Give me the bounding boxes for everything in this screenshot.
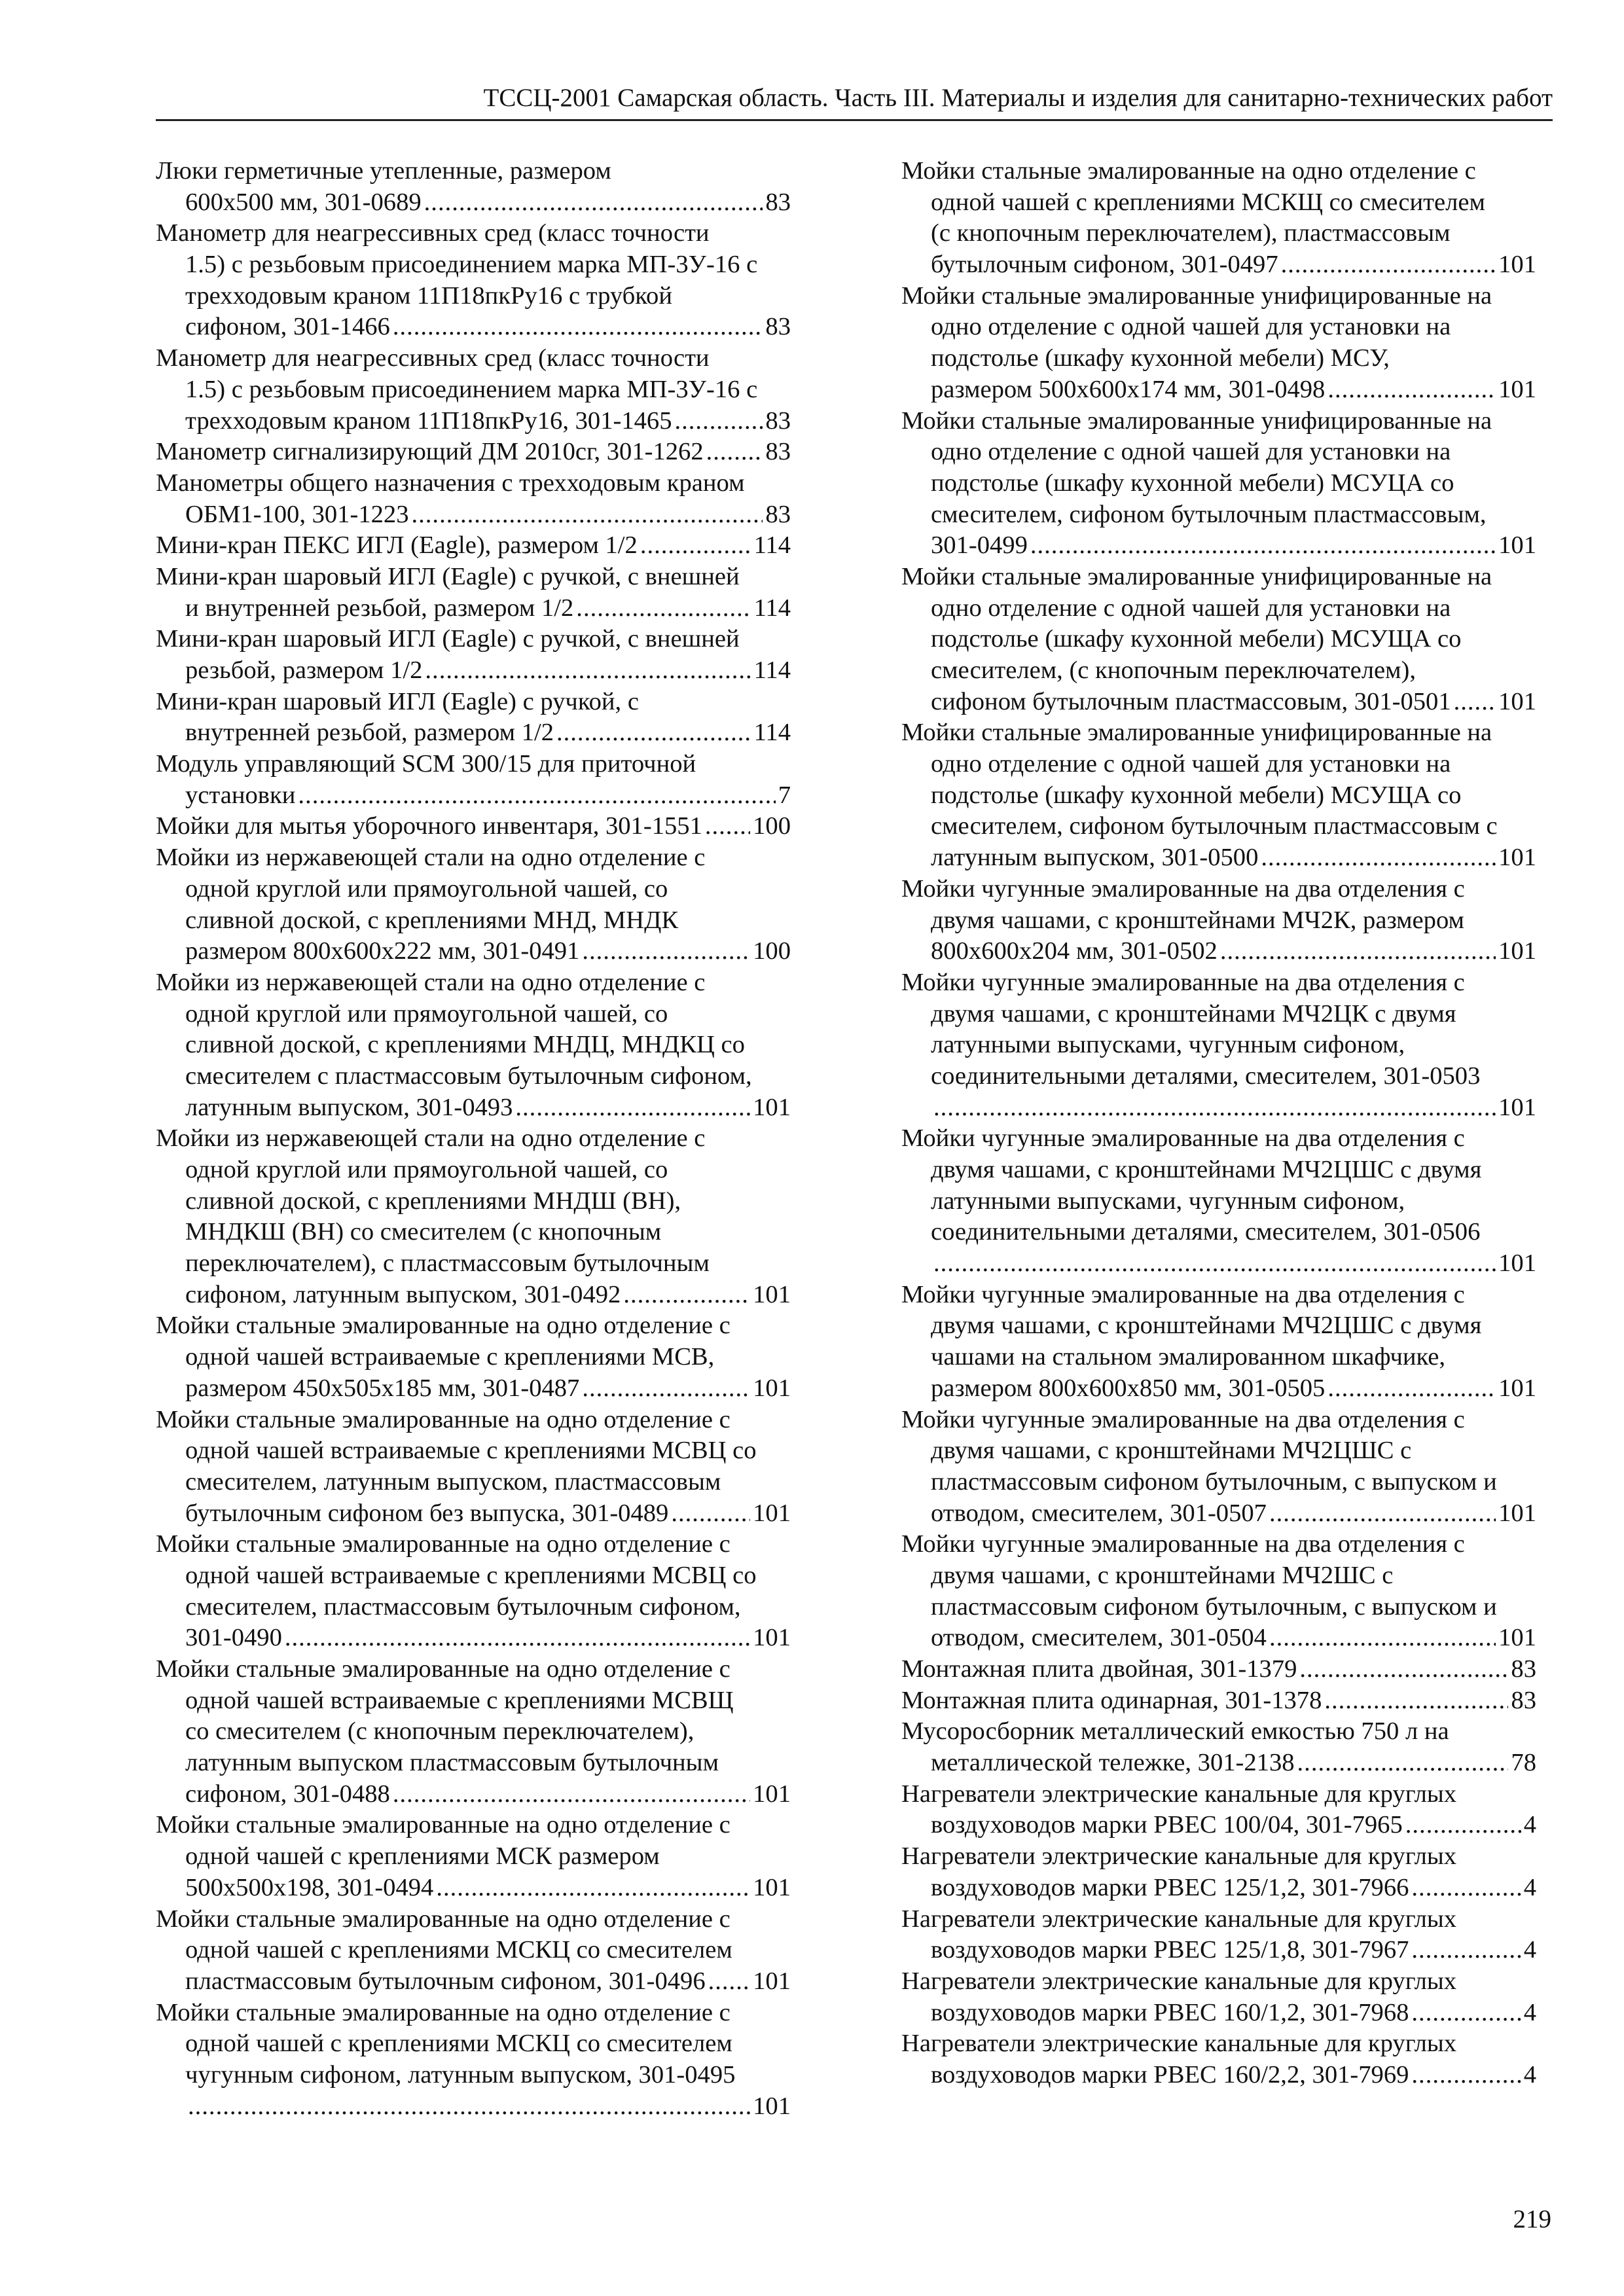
index-entry-last-line — [901, 1998, 1536, 2029]
index-entry-line: Мойки чугунные эмалированные на два отделения с — [901, 968, 1465, 996]
index-entry-text: сифоном, 301-0488 — [185, 1780, 390, 1808]
index-entry — [156, 218, 791, 343]
index-entry-last-line — [901, 1248, 1536, 1280]
index-entry — [901, 717, 1536, 873]
index-entry-line: Мойки чугунные эмалированные на два отделения с — [901, 1530, 1465, 1558]
index-entry-page-ref: 83 — [765, 188, 791, 216]
index-entry-last-line — [156, 1873, 791, 1904]
index-entry-line: Мойки чугунные эмалированные на два отделения с — [901, 1280, 1465, 1308]
index-entry-line: смесителем с пластмассовым бутылочным сифоном, — [185, 1062, 752, 1090]
index-entry-text: латунным выпуском, 301-0500 — [931, 844, 1259, 872]
index-entry — [901, 1841, 1536, 1903]
index-entry-line: 1.5) с резьбовым присоединением марка МП-3У-16 с — [185, 251, 758, 279]
index-entry — [901, 1904, 1536, 1966]
index-entry-line: Мойки стальные эмалированные унифицированные на — [901, 562, 1492, 590]
index-entry-text: металлической тележке, 301-2138 — [931, 1749, 1295, 1777]
index-entry-page-ref: 101 — [753, 1624, 791, 1652]
index-entry-page-ref: 101 — [1498, 687, 1536, 715]
index-entry — [901, 562, 1536, 717]
index-entry-line: Мойки стальные эмалированные на одно отделение с — [156, 1530, 731, 1558]
index-entry-page-ref: 101 — [753, 1280, 791, 1308]
index-entry-page-ref: 83 — [765, 500, 791, 528]
index-entry-page-ref: 83 — [765, 313, 791, 341]
index-entry — [901, 2028, 1536, 2090]
index-entry-line: одной чашей встраиваемые с креплениями МСВ, — [185, 1343, 715, 1371]
index-entry-last-line — [901, 1498, 1536, 1530]
index-entry-line: смесителем, сифоном бутылочным пластмассовым с — [931, 812, 1498, 840]
dot-leader — [1405, 1810, 1521, 1841]
index-entry-line: одной круглой или прямоугольной чашей, со — [185, 1156, 668, 1183]
index-entry-line: Мойки стальные эмалированные на одно отделение с — [156, 1998, 731, 2026]
index-entry-page-ref: 4 — [1523, 1873, 1536, 1901]
index-entry-text: сифоном, латунным выпуском, 301-0492 — [185, 1280, 621, 1308]
dot-leader — [1411, 1935, 1521, 1966]
index-entry-line: соединительными деталями, смесителем, 301-0506 — [931, 1218, 1481, 1246]
index-entry-last-line — [901, 1685, 1536, 1717]
index-entry-line: Мойки стальные эмалированные унифицированные на — [901, 281, 1492, 310]
dot-leader — [188, 2091, 750, 2123]
index-entry-line: сливной доской, с креплениями МНДЦ, МНДКЦ со — [185, 1031, 745, 1059]
index-entry — [156, 1529, 791, 1654]
index-entry-page-ref: 4 — [1523, 1998, 1536, 2026]
index-entry-text: 500x500x198, 301-0494 — [185, 1873, 434, 1901]
index-entry — [901, 1654, 1536, 1685]
index-entry-page-ref: 114 — [753, 719, 791, 747]
index-entry-line: Мойки чугунные эмалированные на два отделения с — [901, 874, 1465, 903]
index-entry-page-ref: 101 — [1498, 1249, 1536, 1278]
dot-leader — [556, 717, 751, 749]
index-entry-page-ref: 114 — [753, 531, 791, 560]
index-entry-page-ref: 114 — [753, 594, 791, 622]
index-entry — [156, 1310, 791, 1404]
dot-leader — [393, 1779, 750, 1810]
index-entry-line: подстолье (шкафу кухонной мебели) МСУ, — [931, 344, 1390, 372]
index-entry-text: воздуховодов марки РВЕС 160/2,2, 301-7969 — [931, 2060, 1409, 2089]
index-entry — [901, 1405, 1536, 1530]
index-entry-text: бутылочным сифоном без выпуска, 301-0489 — [185, 1499, 669, 1527]
dot-leader — [1269, 1498, 1496, 1530]
index-entry — [156, 1654, 791, 1810]
index-entry-line: Мойки стальные эмалированные на одно отделение с — [156, 1405, 731, 1433]
index-entry-text: бутылочным сифоном, 301-0497 — [931, 251, 1278, 279]
dot-leader — [933, 1248, 1496, 1280]
index-entry-page-ref: 101 — [753, 2092, 791, 2120]
index-entry — [901, 1280, 1536, 1405]
index-entry-line: двумя чашами, с кронштейнами МЧ2К, размером — [931, 906, 1464, 934]
dot-leader — [1261, 842, 1496, 874]
running-header-title: ТССЦ-2001 Самарская область. Часть III. Материалы и изделия для санитарно-технических работ — [483, 84, 1553, 112]
index-entry — [156, 437, 791, 468]
index-entry-text: размером 500x600x174 мм, 301-0498 — [931, 375, 1326, 403]
index-entry-page-ref: 101 — [1498, 375, 1536, 403]
index-entry-last-line — [901, 687, 1536, 718]
index-entry-line: смесителем, пластмассовым бутылочным сифоном, — [185, 1592, 741, 1621]
index-entry-line: подстолье (шкафу кухонной мебели) МСУЦА со — [931, 469, 1454, 497]
index-entry-line: Нагреватели электрические канальные для круглых — [901, 1780, 1457, 1808]
index-entry-line: одной круглой или прямоугольной чашей, со — [185, 874, 668, 903]
index-entry-text: сифоном бутылочным пластмассовым, 301-0501 — [931, 687, 1451, 715]
index-entry-last-line — [901, 1748, 1536, 1779]
index-entry-last-line — [156, 499, 791, 531]
index-entry-last-line — [156, 530, 791, 562]
index-entry-page-ref: 4 — [1523, 1811, 1536, 1839]
index-entry-text: сифоном, 301-1466 — [185, 313, 390, 341]
index-entry-text: внутренней резьбой, размером 1/2 — [185, 719, 554, 747]
index-entry-text: отводом, смесителем, 301-0507 — [931, 1499, 1267, 1527]
dot-leader — [285, 1623, 750, 1654]
index-entry-line: переключателем), с пластмассовым бутылочным — [185, 1249, 710, 1278]
index-entry-last-line — [156, 1966, 791, 1998]
index-entry-text: 800x600x204 мм, 301-0502 — [931, 937, 1218, 965]
index-entry-line: Нагреватели электрические канальные для круглых — [901, 1842, 1457, 1871]
index-entry-text: воздуховодов марки РВЕС 160/1,2, 301-7968 — [931, 1998, 1409, 2026]
dot-leader — [705, 811, 750, 842]
index-entry-text: 301-0490 — [185, 1624, 282, 1652]
index-entry-page-ref: 101 — [753, 1374, 791, 1402]
index-entry-line: Мойки из нержавеющей стали на одно отделение с — [156, 968, 706, 996]
dot-leader — [708, 1966, 751, 1998]
index-entry-last-line — [156, 1373, 791, 1405]
index-entry-page-ref: 101 — [1498, 1093, 1536, 1121]
index-entry-line: Мини-кран шаровый ИГЛ (Eagle) с ручкой, с — [156, 687, 639, 715]
index-entry-text: латунным выпуском, 301-0493 — [185, 1093, 513, 1121]
index-entry — [156, 530, 791, 562]
dot-leader — [671, 1498, 750, 1530]
index-entry-line: Нагреватели электрические канальные для круглых — [901, 2030, 1457, 2058]
index-entry-last-line — [156, 1092, 791, 1124]
index-entry-page-ref: 83 — [765, 438, 791, 466]
index-entry-line: чугунным сифоном, латунным выпуском, 301-0495 — [185, 2060, 736, 2089]
dot-leader — [1411, 1873, 1521, 1904]
index-entry-text: Манометр сигнализирующий ДМ 2010сг, 301-1262 — [156, 438, 704, 466]
index-entry-text: воздуховодов марки РВЕС 100/04, 301-7965 — [931, 1811, 1403, 1839]
dot-leader — [582, 1373, 750, 1405]
index-entry-line: латунным выпуском пластмассовым бутылочным — [185, 1749, 719, 1777]
index-entry-page-ref: 101 — [1498, 1624, 1536, 1652]
index-entry-text: отводом, смесителем, 301-0504 — [931, 1624, 1267, 1652]
index-entry-last-line — [156, 1280, 791, 1311]
index-entry-line: Манометр для неагрессивных сред (класс точности — [156, 344, 710, 372]
dot-leader — [411, 499, 763, 531]
index-entry-page-ref: 4 — [1523, 2060, 1536, 2089]
index-entry-line: Нагреватели электрические канальные для круглых — [901, 1967, 1457, 1995]
index-entry-last-line — [901, 1623, 1536, 1654]
index-entry-line: Нагреватели электрические канальные для круглых — [901, 1905, 1457, 1933]
index-entry-line: двумя чашами, с кронштейнами МЧ2ЦШС с двумя — [931, 1312, 1482, 1340]
index-entry — [156, 1810, 791, 1903]
index-entry-line: пластмассовым сифоном бутылочным, с выпуском и — [931, 1467, 1497, 1496]
index-entry-last-line — [156, 655, 791, 687]
index-entry-line: одной чашей встраиваемые с креплениями МСВЦ со — [185, 1437, 757, 1465]
index-entry-line: Мойки чугунные эмалированные на два отделения с — [901, 1405, 1465, 1433]
index-entry-last-line — [901, 374, 1536, 406]
index-entry — [156, 1904, 791, 1998]
running-header — [156, 77, 1553, 121]
index-entry-text: Монтажная плита двойная, 301-1379 — [901, 1655, 1297, 1683]
dot-leader — [393, 312, 763, 343]
index-entry — [156, 1405, 791, 1530]
index-entry-line: (с кнопочным переключателем), пластмассовым — [931, 219, 1451, 247]
dot-leader — [576, 593, 751, 624]
index-entry-page-ref: 4 — [1523, 1936, 1536, 1964]
dot-leader — [640, 530, 751, 562]
dot-leader — [675, 406, 763, 437]
index-entry-last-line — [901, 1935, 1536, 1966]
index-entry-last-line — [156, 717, 791, 749]
index-entry-line: Манометр для неагрессивных сред (класс точности — [156, 219, 710, 247]
index-entry-line: Мини-кран шаровый ИГЛ (Eagle) с ручкой, с внешней — [156, 625, 740, 653]
dot-leader — [298, 780, 775, 812]
index-entry — [156, 343, 791, 437]
index-entry-line: латунными выпусками, чугунным сифоном, — [931, 1031, 1405, 1059]
index-entry-last-line — [901, 1373, 1536, 1405]
index-entry-line: сливной доской, с креплениями МНДШ (ВН), — [185, 1187, 681, 1215]
index-column-right — [901, 156, 1536, 2091]
index-entry — [156, 842, 791, 967]
index-entry-line: двумя чашами, с кронштейнами МЧ2ЦШС с — [931, 1437, 1412, 1465]
index-entry-line: двумя чашами, с кронштейнами МЧ2ШС с — [931, 1561, 1394, 1589]
index-entry-line: Модуль управляющий SCM 300/15 для приточной — [156, 750, 696, 778]
dot-leader — [1327, 1373, 1496, 1405]
index-entry-page-ref: 78 — [1511, 1749, 1536, 1777]
index-entry-page-ref: 101 — [753, 1873, 791, 1901]
index-entry-last-line — [156, 187, 791, 219]
index-entry-text: установки — [185, 781, 296, 809]
index-entry-page-ref: 83 — [1511, 1655, 1536, 1683]
index-entry-line: одно отделение с одной чашей для установки на — [931, 313, 1451, 341]
index-entry-page-ref: 101 — [1498, 844, 1536, 872]
index-entry — [156, 468, 791, 530]
dot-leader — [425, 655, 751, 687]
index-entry-line: двумя чашами, с кронштейнами МЧ2ЦШС с двумя — [931, 1156, 1482, 1183]
index-entry-line: 1.5) с резьбовым присоединением марка МП-3У-16 с — [185, 375, 758, 403]
index-entry-line: Люки герметичные утепленные, размером — [156, 157, 611, 185]
index-entry-line: Мусоросборник металлический емкостью 750 л на — [901, 1717, 1449, 1746]
dot-leader — [582, 936, 750, 967]
index-entry-page-ref: 101 — [753, 1499, 791, 1527]
index-entry-last-line — [901, 249, 1536, 281]
index-entry — [156, 562, 791, 624]
index-entry-page-ref: 101 — [1498, 937, 1536, 965]
index-entry-last-line — [901, 1810, 1536, 1841]
dot-leader — [1269, 1623, 1496, 1654]
index-entry-last-line — [156, 593, 791, 624]
index-entry-line: двумя чашами, с кронштейнами МЧ2ЦК с двумя — [931, 999, 1456, 1028]
index-entry-text: 301-0499 — [931, 531, 1028, 560]
index-entry-line: Мойки стальные эмалированные на одно отделение с — [156, 1312, 731, 1340]
index-entry — [156, 1998, 791, 2123]
index-entry-line: одной чашей с креплениями МСКЦ со смесителем — [185, 2030, 732, 2058]
dot-leader — [1411, 1998, 1521, 2029]
index-entry-line: Мойки из нержавеющей стали на одно отделение с — [156, 844, 706, 872]
index-entry-text: и внутренней резьбой, размером 1/2 — [185, 594, 574, 622]
index-entry-text: воздуховодов марки РВЕС 125/1,2, 301-7966 — [931, 1873, 1409, 1901]
index-entry-line: одной чашей встраиваемые с креплениями МСВЩ — [185, 1686, 734, 1714]
index-entry-page-ref: 101 — [753, 1093, 791, 1121]
index-column-left — [156, 156, 791, 2122]
index-entry-line: Мойки из нержавеющей стали на одно отделение с — [156, 1124, 706, 1153]
page-number: 219 — [1513, 2205, 1551, 2233]
index-entry-line: чашами на стальном эмалированном шкафчике, — [931, 1343, 1446, 1371]
index-entry-text: пластмассовым бутылочным сифоном, 301-0496 — [185, 1967, 706, 1995]
dot-leader — [1281, 249, 1496, 281]
index-entry-text: Монтажная плита одинарная, 301-1378 — [901, 1686, 1322, 1714]
index-entry-text: ОБМ1-100, 301-1223 — [185, 500, 409, 528]
index-entry — [901, 281, 1536, 406]
index-entry — [901, 1966, 1536, 2028]
index-entry-page-ref: 101 — [1498, 531, 1536, 560]
index-entry-line: одной чашей с креплениями МСКЦ со смесителем — [185, 1936, 732, 1964]
index-entry-line: одной чашей встраиваемые с креплениями МСВЦ со — [185, 1561, 757, 1589]
index-entry-line: сливной доской, с креплениями МНД, МНДК — [185, 906, 679, 934]
index-entry-last-line — [901, 1654, 1536, 1685]
index-entry-last-line — [156, 1498, 791, 1530]
dot-leader — [1324, 1685, 1508, 1717]
index-entry — [901, 156, 1536, 281]
index-entry-line: подстолье (шкафу кухонной мебели) МСУЩА со — [931, 781, 1462, 809]
dot-leader — [424, 187, 763, 219]
index-entry-line: Мойки стальные эмалированные унифицированные на — [901, 719, 1492, 747]
index-entry — [156, 749, 791, 811]
index-entry — [156, 624, 791, 686]
index-entry-page-ref: 100 — [753, 937, 791, 965]
index-entry-last-line — [901, 1092, 1536, 1124]
index-entry-page-ref: 100 — [753, 812, 791, 840]
index-entry-text: Мини-кран ПЕКС ИГЛ (Eagle), размером 1/2 — [156, 531, 638, 560]
index-entry-last-line — [901, 1873, 1536, 1904]
index-entry-page-ref: 83 — [765, 406, 791, 435]
index-entry-line: соединительными деталями, смесителем, 301-0503 — [931, 1062, 1481, 1090]
index-entry-last-line — [901, 2060, 1536, 2091]
dot-leader — [1454, 687, 1496, 718]
index-entry-last-line — [156, 780, 791, 812]
dot-leader — [706, 437, 763, 468]
index-entry-text: размером 800x600x222 мм, 301-0491 — [185, 937, 580, 965]
index-entry-text: трехходовым краном 11П18пкРу16, 301-1465 — [185, 406, 672, 435]
index-entry-page-ref: 101 — [1498, 251, 1536, 279]
index-entry-line: смесителем, (с кнопочным переключателем), — [931, 656, 1416, 684]
index-entry — [901, 406, 1536, 562]
index-entry-last-line — [156, 437, 791, 468]
index-entry-last-line — [156, 936, 791, 967]
index-entry — [901, 1716, 1536, 1778]
index-entry-page-ref: 114 — [753, 656, 791, 684]
index-entry-last-line — [156, 312, 791, 343]
dot-leader — [515, 1092, 750, 1124]
index-entry-text: 600x500 мм, 301-0689 — [185, 188, 422, 216]
dot-leader — [1299, 1654, 1508, 1685]
index-entry-line: Мойки стальные эмалированные на одно отделение с — [156, 1905, 731, 1933]
index-entry-line: МНДКШ (ВН) со смесителем (с кнопочным — [185, 1218, 662, 1246]
dot-leader — [1297, 1748, 1509, 1779]
index-entry-text: воздуховодов марки РВЕС 125/1,8, 301-7967 — [931, 1936, 1409, 1964]
index-entry-page-ref: 101 — [753, 1967, 791, 1995]
index-entry-line: Мойки стальные эмалированные на одно отделение с — [156, 1655, 731, 1683]
index-entry-line: подстолье (шкафу кухонной мебели) МСУЩА со — [931, 625, 1462, 653]
index-entry-line: Мойки стальные эмалированные унифицированные на — [901, 406, 1492, 435]
index-entry-last-line — [156, 811, 791, 842]
index-entry-page-ref: 101 — [1498, 1374, 1536, 1402]
index-entry-line: Мойки стальные эмалированные на одно отделение с — [156, 1811, 731, 1839]
index-entry-line: смесителем, сифоном бутылочным пластмассовым, — [931, 500, 1487, 528]
index-entry-line: одной чашей с креплениями МСКЩ со смесителем — [931, 188, 1485, 216]
index-entry-page-ref: 101 — [753, 1780, 791, 1808]
dot-leader — [623, 1280, 750, 1311]
index-entry-last-line — [156, 406, 791, 437]
index-entry-page-ref: 101 — [1498, 1499, 1536, 1527]
index-entry — [901, 1123, 1536, 1279]
dot-leader — [1411, 2060, 1521, 2091]
dot-leader — [1030, 530, 1496, 562]
index-entry-line: Мойки стальные эмалированные на одно отделение с — [901, 157, 1476, 185]
index-entry-line: одной чашей с креплениями МСК размером — [185, 1842, 660, 1871]
index-entry-line: трехходовым краном 11П18пкРу16 с трубкой — [185, 281, 672, 310]
index-entry — [901, 967, 1536, 1123]
dot-leader — [1220, 936, 1496, 967]
index-entry-line: со смесителем (с кнопочным переключателем), — [185, 1717, 695, 1746]
index-entry-page-ref: 83 — [1511, 1686, 1536, 1714]
index-entry — [901, 1685, 1536, 1717]
index-entry-line: смесителем, латунным выпуском, пластмассовым — [185, 1467, 721, 1496]
index-entry — [156, 1123, 791, 1310]
index-entry — [901, 1779, 1536, 1841]
index-entry-line: пластмассовым сифоном бутылочным, с выпуском и — [931, 1592, 1497, 1621]
dot-leader — [1327, 374, 1496, 406]
index-entry-page-ref: 7 — [778, 781, 791, 809]
dot-leader — [933, 1092, 1496, 1124]
index-entry-line: одно отделение с одной чашей для установки на — [931, 594, 1451, 622]
index-entry-last-line — [901, 530, 1536, 562]
index-entry-line: латунными выпусками, чугунным сифоном, — [931, 1187, 1405, 1215]
index-entry-line: Манометры общего назначения с трехходовым краном — [156, 469, 745, 497]
index-entry-line: Мини-кран шаровый ИГЛ (Eagle) с ручкой, с внешней — [156, 562, 740, 590]
index-entry-last-line — [156, 1623, 791, 1654]
dot-leader — [436, 1873, 750, 1904]
index-entry — [156, 967, 791, 1123]
index-entry-text: резьбой, размером 1/2 — [185, 656, 423, 684]
index-entry — [156, 687, 791, 749]
index-entry-last-line — [156, 2091, 791, 2123]
index-entry-line: одной круглой или прямоугольной чашей, со — [185, 999, 668, 1028]
index-entry-text: размером 800x600x850 мм, 301-0505 — [931, 1374, 1326, 1402]
index-entry — [901, 1529, 1536, 1654]
index-entry — [901, 874, 1536, 967]
index-entry — [156, 156, 791, 218]
index-entry-line: одно отделение с одной чашей для установки на — [931, 438, 1451, 466]
index-entry-last-line — [901, 936, 1536, 967]
index-entry-text: размером 450x505x185 мм, 301-0487 — [185, 1374, 580, 1402]
index-entry-line: Мойки чугунные эмалированные на два отделения с — [901, 1124, 1465, 1153]
index-entry — [156, 811, 791, 842]
index-entry-line: одно отделение с одной чашей для установки на — [931, 750, 1451, 778]
index-entry-last-line — [901, 842, 1536, 874]
index-entry-last-line — [156, 1779, 791, 1810]
index-entry-text: Мойки для мытья уборочного инвентаря, 301-1551 — [156, 812, 702, 840]
